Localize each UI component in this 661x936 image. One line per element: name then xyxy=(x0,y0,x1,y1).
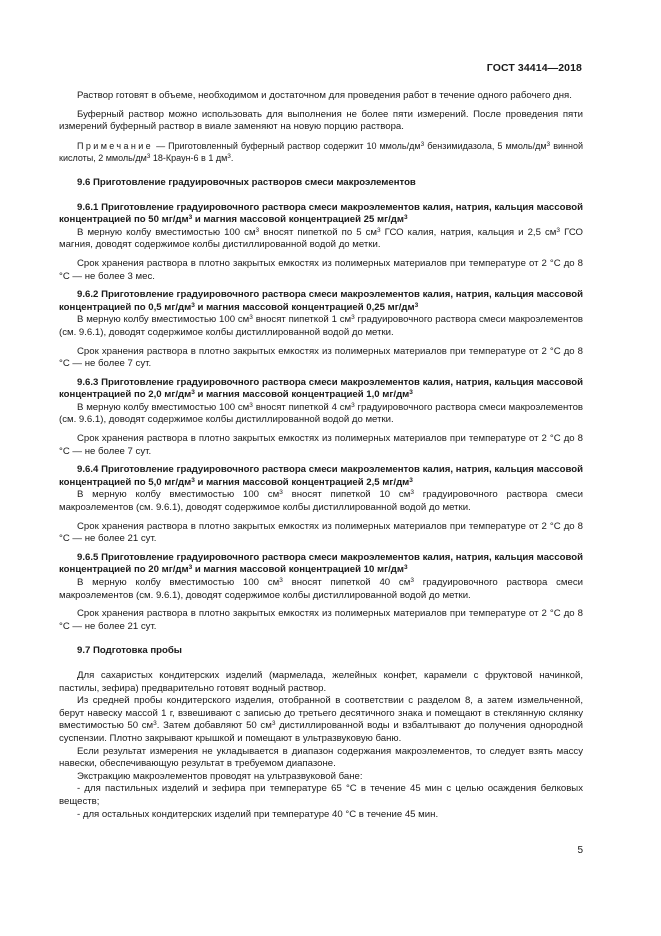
paragraph: Срок хранения раствора в плотно закрытых емкостях из полимерных материалов при температуре от 2 °С до 8 °С — не более 21 сут. xyxy=(59,608,583,632)
note: Примечание — Приготовленный буферный раствор содержит 10 ммоль/$дм^3$ бензимидазола, 5 ммоль/$дм^3$ винной кислоты, 2 ммоль/$дм^3$ 18-Краун-6 в 1 $дм^3$. xyxy=(59,140,583,164)
section-heading-9-7: 9.7 Подготовка пробы xyxy=(77,645,182,657)
subsection-heading-9-6-1: 9.6.1 Приготовление градуировочного раствора смеси макроэлементов калия, натрия, кальция массовой концентрацией по 50 $мг/дм^3$ и магния массовой концентрацией 25 $мг/дм^3$ xyxy=(59,201,583,226)
document-body xyxy=(59,90,583,821)
paragraph: Срок хранения раствора в плотно закрытых емкостях из полимерных материалов при температуре от 2 °С до 8 °С — не более 3 мес. xyxy=(59,257,583,282)
paragraph: Срок хранения раствора в плотно закрытых емкостях из полимерных материалов при температуре от 2 °С до 8 °С — не более 7 сут. xyxy=(59,433,583,457)
paragraph: Если результат измерения не укладывается в диапазон содержания макроэлементов, то следует взять массу навески, обеспечивающую результат в требуемом диапазоне. xyxy=(59,745,583,770)
paragraph: В мерную колбу вместимостью 100 $см^3$ вносят пипеткой 10 $см^3$ градуировочного раствора смеси макроэлементов (см. 9.6.1), доводят содержимое колбы дистиллированной водой до метки. xyxy=(59,489,584,514)
subsection-heading-9-6-3: 9.6.3 Приготовление градуировочного раствора смеси макроэлементов калия, натрия, кальция массовой концентрацией по 2,0 $мг/дм^3$ и магния массовой концентрацией 1,0 $мг/дм^3$ xyxy=(59,376,583,401)
paragraph: В мерную колбу вместимостью 100 $см^3$ вносят пипеткой по 5 $см^3$ ГСО калия, натрия, кальция и 2,5 $см^3$ ГСО магния, доводят содержимое колбы дистиллированной водой до метки. xyxy=(59,226,584,251)
paragraph: Срок хранения раствора в плотно закрытых емкостях из полимерных материалов при температуре от 2 °С до 8 °С — не более 21 сут. xyxy=(59,520,583,545)
list-item: - для остальных кондитерских изделий при температуре 40 °С в течение 45 мин. xyxy=(77,808,439,820)
paragraph: В мерную колбу вместимостью 100 $см^3$ вносят пипеткой 40 $см^3$ градуировочного раствора смеси макроэлементов (см. 9.6.1), доводят содержимое колбы дистиллированной водой до метки. xyxy=(59,577,584,601)
subsection-heading-9-6-2: 9.6.2 Приготовление градуировочного раствора смеси макроэлементов калия, натрия, кальция массовой концентрацией по 0,5 $мг/дм^3$ и магния массовой концентрацией 0,25 $мг/дм^3$ xyxy=(59,289,583,313)
section-heading-9-6: 9.6 Приготовление градуировочных растворов смеси макроэлементов xyxy=(77,176,416,188)
paragraph: Из средней пробы кондитерского изделия, отобранной в соответствии с разделом 8, а затем измельченной, берут навеску массой 1 г, взвешивают с записью до третьего десятичного знака и помещают в стеклянную склянку вместимостью 50 $см^3$. Затем добавляют 50 $см^3$ дистиллированной воды и взбалтывают до получения однородной суспензии. Плотно закрывают крышкой и помещают в ультразвуковую баню. xyxy=(59,695,583,744)
paragraph: Экстракцию макроэлементов проводят на ультразвуковой бане: xyxy=(77,770,363,782)
subsection-heading-9-6-5: 9.6.5 Приготовление градуировочного раствора смеси макроэлементов калия, натрия, кальция массовой концентрацией по 20 $мг/дм^3$ и магния массовой концентрацией 10 $мг/дм^3$ xyxy=(59,551,583,576)
list-item: - для пастильных изделий и зефира при температуре 65 °С в течение 45 мин с целью осаждения белковых веществ; xyxy=(59,783,583,807)
paragraph: Буферный раствор можно использовать для выполнения не более пяти измерений. После проведения пяти измерений буферный раствор в виале заменяют на новую порцию раствора. xyxy=(59,108,583,133)
paragraph: Раствор готовят в объеме, необходимом и достаточном для проведения работ в течение одного рабочего дня. xyxy=(77,90,572,101)
paragraph: В мерную колбу вместимостью 100 $см^3$ вносят пипеткой 4 $см^3$ градуировочного раствора смеси макроэлементов (см. 9.6.1), доводят содержимое колбы дистиллированной водой до метки. xyxy=(59,401,584,426)
paragraph: В мерную колбу вместимостью 100 $см^3$ вносят пипеткой 1 $см^3$ градуировочного раствора смеси макроэлементов (см. 9.6.1), доводят содержимое колбы дистиллированной водой до метки. xyxy=(59,314,584,338)
subsection-heading-9-6-4: 9.6.4 Приготовление градуировочного раствора смеси макроэлементов калия, натрия, кальция массовой концентрацией по 5,0 $мг/дм^3$ и магния массовой концентрацией 2,5 $мг/дм^3$ xyxy=(59,464,583,488)
paragraph: Для сахаристых кондитерских изделий (мармелада, желейных конфет, карамели с фруктовой начинкой, пастилы, зефира) предварительно готовят водный раствор. xyxy=(59,669,583,694)
note-label: Примечание xyxy=(77,140,154,151)
page-number: 5 xyxy=(577,845,583,856)
document-code: ГОСТ 34414—2018 xyxy=(486,62,582,74)
paragraph: Срок хранения раствора в плотно закрытых емкостях из полимерных материалов при температуре от 2 °С до 8 °С — не более 7 сут. xyxy=(59,345,583,370)
